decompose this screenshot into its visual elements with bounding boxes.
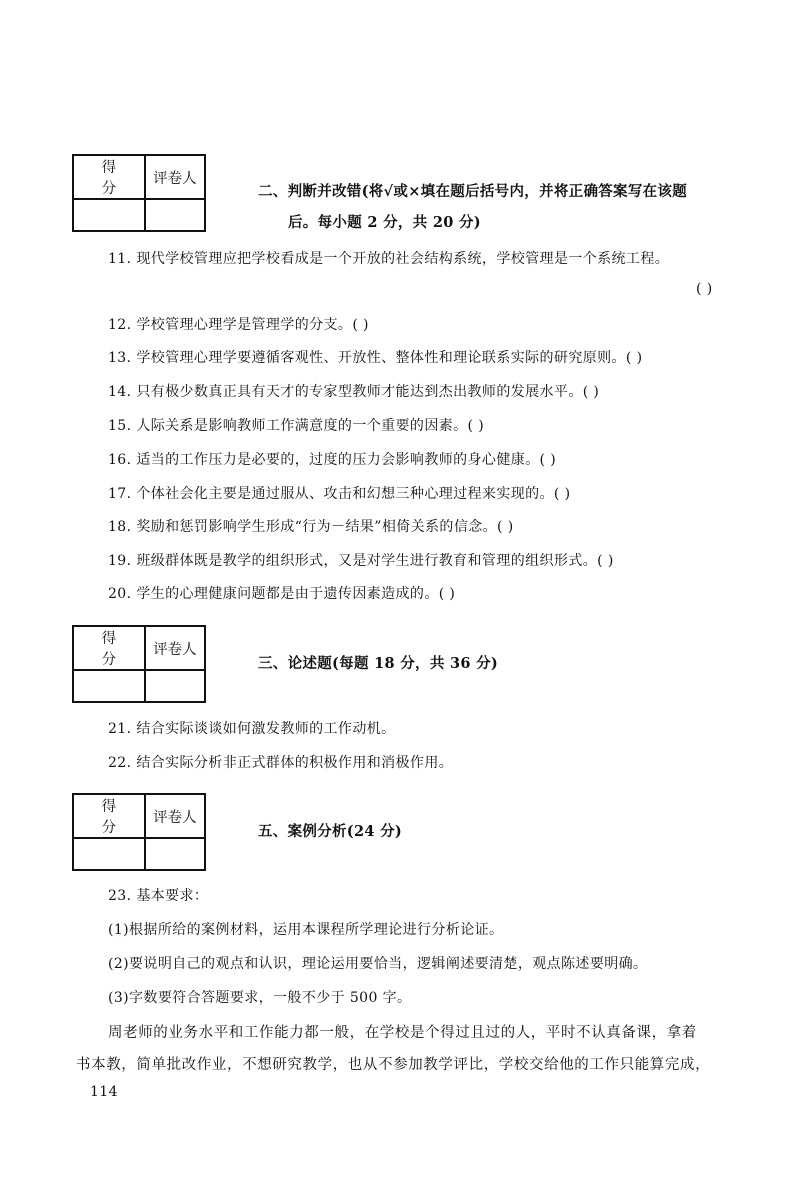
question-23: 23. 基本要求： bbox=[108, 888, 209, 904]
score-label: 得 分 bbox=[73, 794, 145, 838]
question-17: 17. 个体社会化主要是通过服从、攻击和幻想三种心理过程来实现的。( ) bbox=[108, 486, 571, 502]
grader-cell bbox=[145, 838, 205, 870]
score-cell bbox=[73, 670, 145, 702]
grader-label: 评卷人 bbox=[145, 794, 205, 838]
question-11: 11. 现代学校管理应把学校看成是一个开放的社会结构系统，学校管理是一个系统工程。 bbox=[108, 251, 670, 267]
grader-cell bbox=[145, 199, 205, 231]
question-15: 15. 人际关系是影响教师工作满意度的一个重要的因素。( ) bbox=[108, 418, 485, 434]
page-number: 114 bbox=[90, 1084, 118, 1100]
question-12: 12. 学校管理心理学是管理学的分支。( ) bbox=[108, 317, 369, 333]
score-cell bbox=[73, 838, 145, 870]
score-cell bbox=[73, 199, 145, 231]
case-text-line1: 周老师的业务水平和工作能力都一般，在学校是个得过且过的人，平时不认真备课，拿着 bbox=[108, 1025, 697, 1041]
score-label: 得 分 bbox=[73, 626, 145, 670]
question-18: 18. 奖励和惩罚影响学生形成“行为－结果”相倚关系的信念。( ) bbox=[108, 519, 514, 535]
requirement-3: (3)字数要符合答题要求，一般不少于 500 字。 bbox=[108, 990, 412, 1006]
section2-heading-line2: 后。每小题 2 分，共 20 分) bbox=[288, 214, 481, 231]
question-20: 20. 学生的心理健康问题都是由于遗传因素造成的。( ) bbox=[108, 586, 456, 602]
question-19: 19. 班级群体既是教学的组织形式，又是对学生进行教育和管理的组织形式。( ) bbox=[108, 553, 614, 569]
question-14: 14. 只有极少数真正具有天才的专家型教师才能达到杰出教师的发展水平。( ) bbox=[108, 384, 600, 400]
case-text-line2: 书本教，简单批改作业，不想研究教学，也从不参加教学评比，学校交给他的工作只能算完成， bbox=[76, 1057, 711, 1073]
requirement-1: (1)根据所给的案例材料，运用本课程所学理论进行分析论证。 bbox=[108, 922, 504, 938]
score-label: 得 分 bbox=[73, 155, 145, 199]
question-16: 16. 适当的工作压力是必要的，过度的压力会影响教师的身心健康。( ) bbox=[108, 452, 557, 468]
question-13: 13. 学校管理心理学要遵循客观性、开放性、整体性和理论联系实际的研究原则。( ) bbox=[108, 350, 643, 366]
question-11-bracket: ( ) bbox=[696, 281, 713, 297]
score-box-section2 bbox=[72, 154, 206, 232]
section2-heading-line1: 二、判断并改错(将√或×填在题后括号内，并将正确答案写在该题 bbox=[258, 183, 688, 200]
section3-heading: 三、论述题(每题 18 分，共 36 分) bbox=[258, 655, 499, 672]
grader-label: 评卷人 bbox=[145, 626, 205, 670]
question-21: 21. 结合实际谈谈如何激发教师的工作动机。 bbox=[108, 721, 396, 737]
grader-label: 评卷人 bbox=[145, 155, 205, 199]
section5-heading: 五、案例分析(24 分) bbox=[258, 823, 403, 840]
score-box-section3 bbox=[72, 625, 206, 703]
grader-cell bbox=[145, 670, 205, 702]
score-box-section5 bbox=[72, 793, 206, 871]
requirement-2: (2)要说明自己的观点和认识，理论运用要恰当，逻辑阐述要清楚，观点陈述要明确。 bbox=[108, 956, 648, 972]
question-22: 22. 结合实际分析非正式群体的积极作用和消极作用。 bbox=[108, 755, 454, 771]
